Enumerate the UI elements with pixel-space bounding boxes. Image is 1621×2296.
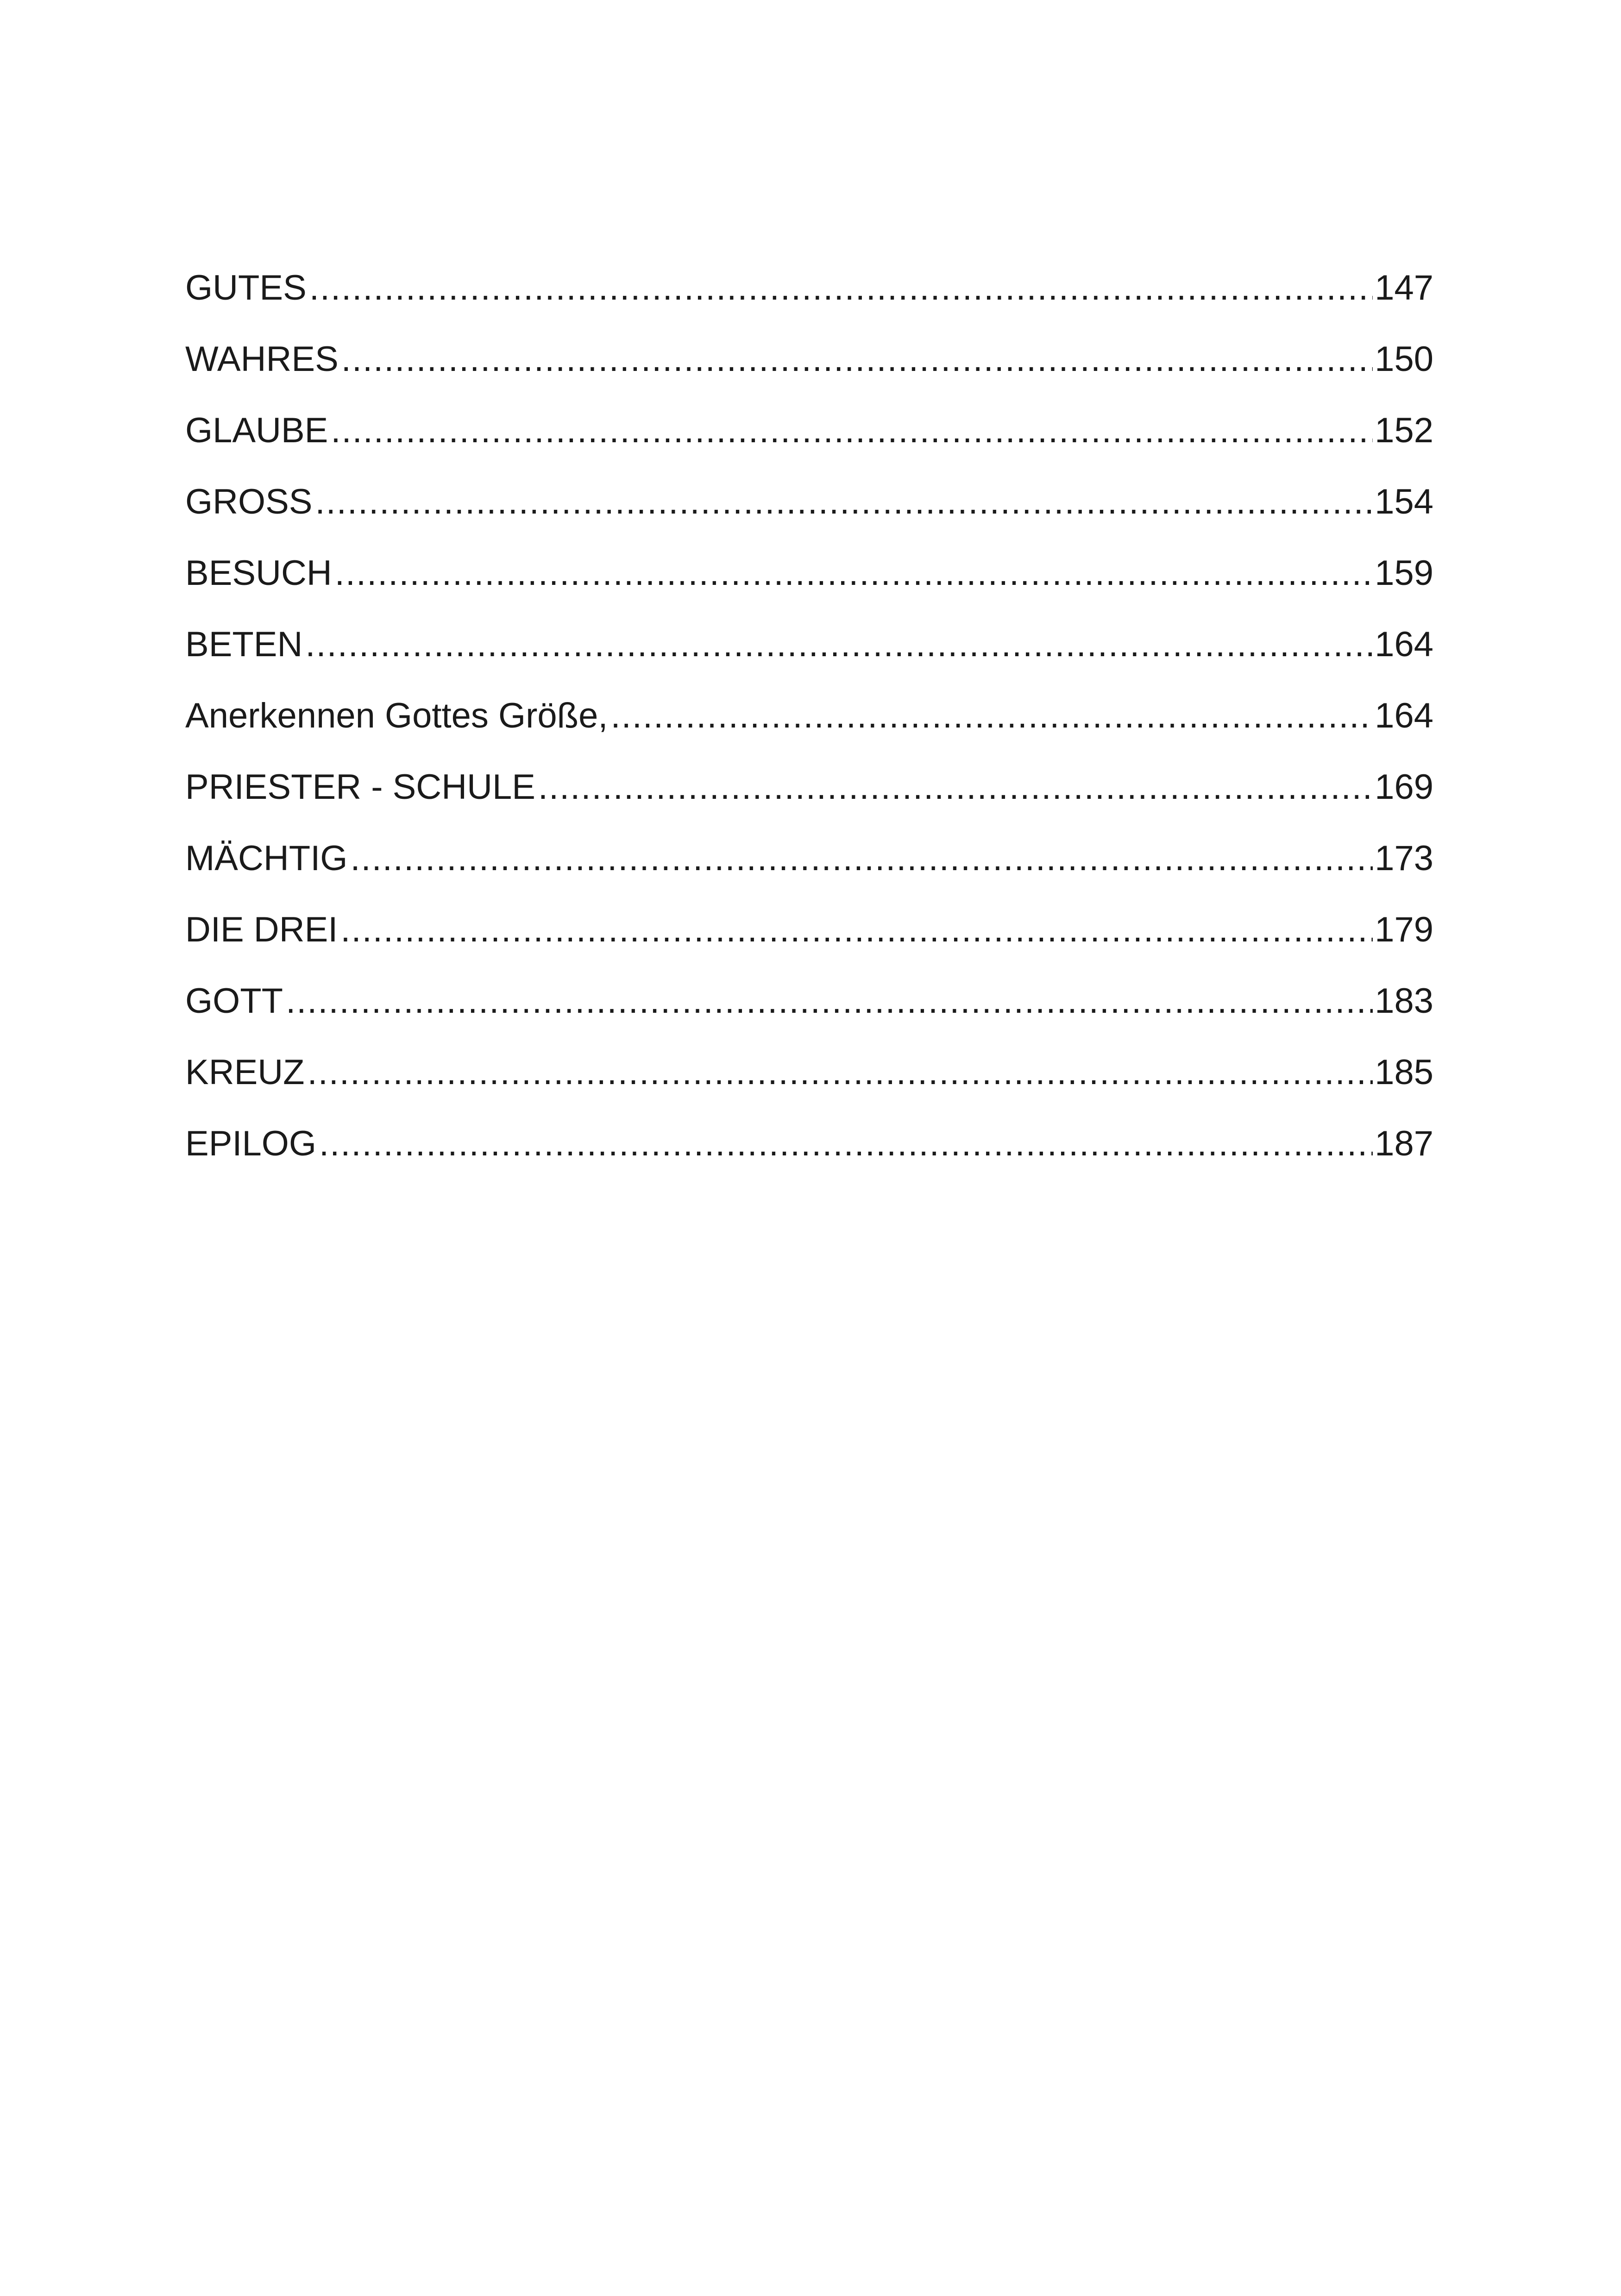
toc-entry-page-number: 185	[1375, 1053, 1433, 1092]
dot-leader	[538, 752, 1373, 823]
toc-entry-page-number: 164	[1375, 696, 1433, 735]
dot-leader	[340, 894, 1373, 966]
toc-entry-title: Anerkennen Gottes Größe,	[185, 696, 608, 735]
toc-entry-title: MÄCHTIG	[185, 839, 348, 878]
toc-entry-page-number: 179	[1375, 910, 1433, 949]
toc-entry-gross[interactable]	[185, 466, 1433, 538]
toc-entry-page-number: 154	[1375, 482, 1433, 521]
toc-entry-title: GUTES	[185, 268, 307, 307]
dot-leader	[341, 324, 1373, 395]
toc-entry-title: PRIESTER - SCHULE	[185, 767, 535, 807]
dot-leader	[309, 252, 1373, 324]
toc-entry-title: WAHRES	[185, 339, 339, 379]
toc-entry-priester-schule[interactable]	[185, 752, 1433, 823]
toc-entry-gutes[interactable]	[185, 252, 1433, 324]
toc-entry-epilog[interactable]	[185, 1108, 1433, 1179]
toc-entry-title: BETEN	[185, 625, 303, 664]
dot-leader	[286, 966, 1373, 1037]
toc-entry-title: GROSS	[185, 482, 313, 521]
toc-entry-maechtig[interactable]	[185, 823, 1433, 894]
toc-entry-title: EPILOG	[185, 1124, 316, 1163]
toc-entry-page-number: 183	[1375, 981, 1433, 1021]
toc-entry-title: KREUZ	[185, 1053, 305, 1092]
toc-entry-page-number: 150	[1375, 339, 1433, 379]
toc-entry-page-number: 169	[1375, 767, 1433, 807]
toc-entry-wahres[interactable]	[185, 324, 1433, 395]
dot-leader	[350, 823, 1373, 894]
toc-entry-page-number: 173	[1375, 839, 1433, 878]
toc-entry-title: GOTT	[185, 981, 283, 1021]
toc-entry-page-number: 152	[1375, 411, 1433, 450]
dot-leader	[610, 680, 1373, 752]
dot-leader	[335, 538, 1373, 609]
toc-entry-gott[interactable]	[185, 966, 1433, 1037]
table-of-contents	[185, 252, 1433, 1179]
toc-entry-page-number: 164	[1375, 625, 1433, 664]
toc-entry-title: BESUCH	[185, 553, 332, 593]
toc-entry-page-number: 159	[1375, 553, 1433, 593]
toc-entry-anerkennen-gottes-groesse[interactable]	[185, 680, 1433, 752]
dot-leader	[331, 395, 1373, 466]
toc-entry-page-number: 187	[1375, 1124, 1433, 1163]
toc-entry-beten[interactable]	[185, 609, 1433, 680]
toc-entry-title: DIE DREI	[185, 910, 338, 949]
dot-leader	[315, 466, 1373, 538]
toc-entry-glaube[interactable]	[185, 395, 1433, 466]
toc-entry-die-drei[interactable]	[185, 894, 1433, 966]
dot-leader	[319, 1108, 1373, 1179]
toc-entry-besuch[interactable]	[185, 538, 1433, 609]
dot-leader	[305, 609, 1373, 680]
toc-entry-page-number: 147	[1375, 268, 1433, 307]
toc-entry-title: GLAUBE	[185, 411, 328, 450]
toc-entry-kreuz[interactable]	[185, 1037, 1433, 1108]
dot-leader	[308, 1037, 1373, 1108]
